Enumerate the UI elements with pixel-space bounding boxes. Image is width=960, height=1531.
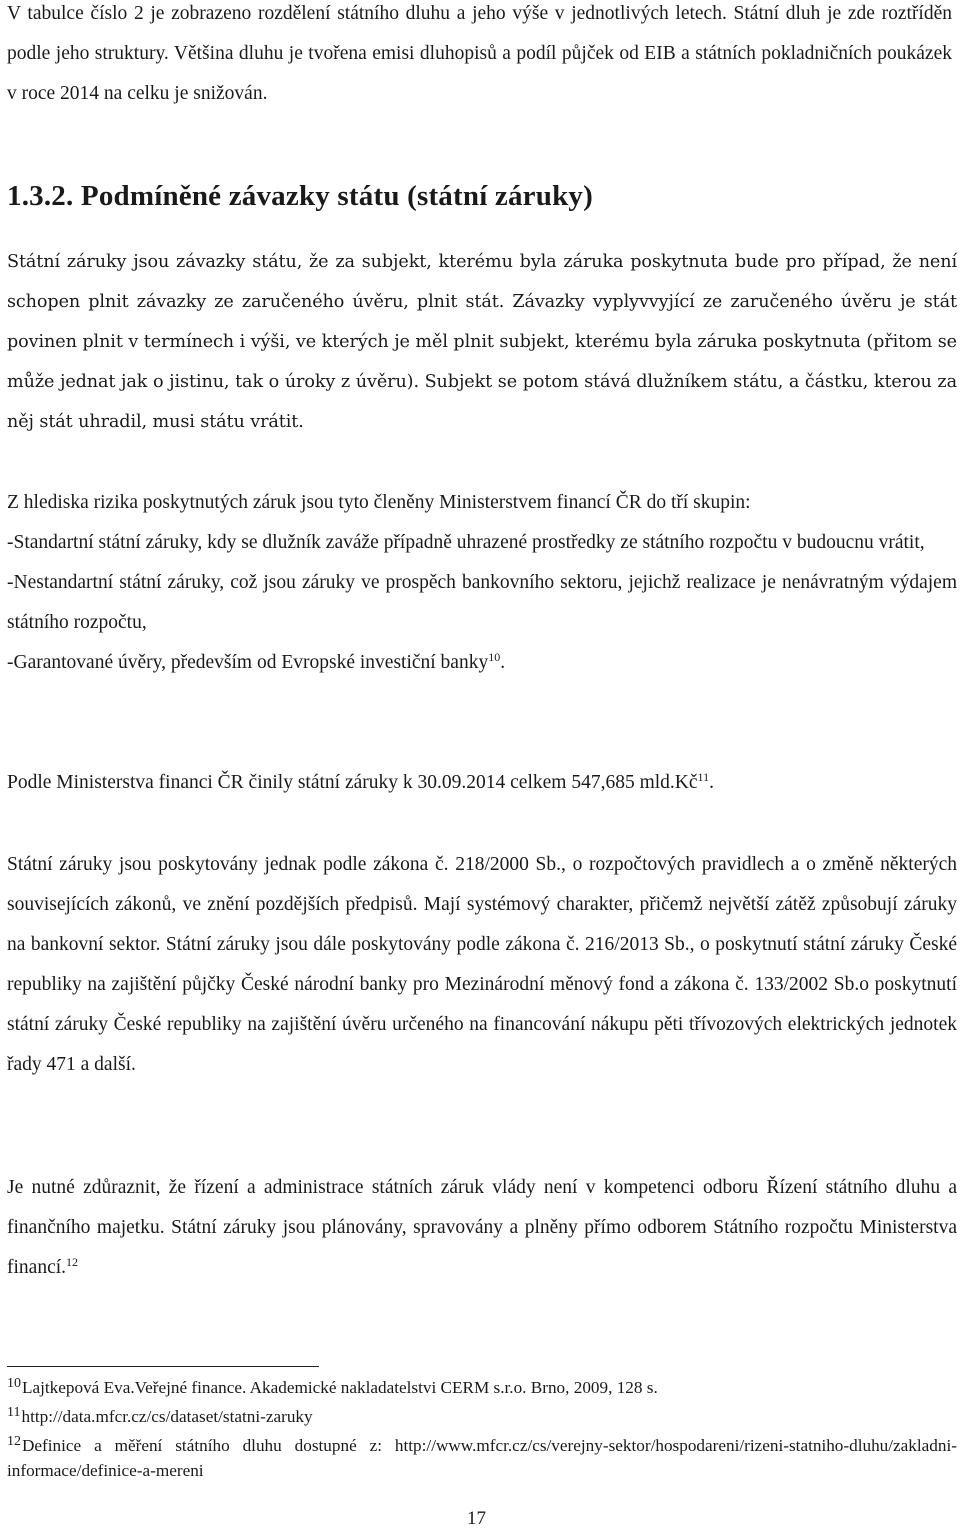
footnote-text: Definice a měření státního dluhu dostupné z: http://www.mfcr.cz/cs/verejny-sektor/hospodareni/rizeni-statniho-dluhu/zakladni-informace/definice-a-mereni: [7, 1436, 957, 1480]
risk-item-guaranteed-text: -Garantované úvěry, především od Evropské investiční banky: [7, 652, 489, 673]
footnote-12: [7, 1429, 957, 1483]
footnote-10: [7, 1371, 957, 1400]
footnote-ref-12[interactable]: 12: [66, 1255, 79, 1269]
law-paragraph: Státní záruky jsou poskytovány jednak podle zákona č. 218/2000 Sb., o rozpočtových pravidlech a o změně některých souvisejících zákonů, ve znění pozdějších předpisů. Mají systémový charakter, přičemž největší zátěž způsobují záruky na bankovní sektor. Státní záruky jsou dále poskytovány podle zákona č. 216/2013 Sb., o poskytnutí státní záruky České republiky na zajištění půjčky České národní banky pro Mezinárodní měnový fond a zákona č. 133/2002 Sb.o poskytnutí státní záruky České republiky na zajištění úvěru určeného na financování nákupu pěti třívozových elektrických jednotek řady 471 a další.: [7, 854, 957, 1075]
footnote-text: Lajtkepová Eva.Veřejné finance. Akademické nakladatelstvi CERM s.r.o. Brno, 2009, 128 s.: [22, 1378, 658, 1397]
intro-paragraph: V tabulce číslo 2 je zobrazeno rozdělení státního dluhu a jeho výše v jednotlivých letech. Státní dluh je zde roztříděn podle jeho struktury. Většina dluhu je tvořena emisi dluhopisů a podíl půjček od EIB a státních pokladničních poukázek v roce 2014 na celku je snižován.: [7, 3, 952, 104]
footnote-number: 10: [7, 1376, 21, 1391]
risk-groups-block: [7, 483, 957, 683]
footnote-11: [7, 1400, 957, 1429]
admin-paragraph: [7, 1168, 957, 1288]
risk-item-guaranteed-loans: [7, 643, 957, 683]
footnotes: [7, 1371, 957, 1483]
footnote-number: 11: [7, 1405, 21, 1420]
footnote-ref-10[interactable]: 10: [488, 650, 501, 664]
risk-item-standard: -Standartní státní záruky, kdy se dlužník zaváže případně uhrazené prostředky ze státního rozpočtu v budoucnu vrátit,: [7, 532, 925, 553]
total-guarantees-sentence: [7, 763, 957, 803]
risk-intro: Z hlediska rizika poskytnutých záruk jsou tyto členěny Ministerstvem financí ČR do tří skupin:: [7, 492, 751, 513]
admin-paragraph-text: Je nutné zdůraznit, že řízení a administrace státních záruk vlády není v kompetenci odboru Řízení státního dluhu a finančního majetku. Státní záruky jsou plánovány, spravovány a plněny přímo odborem Státního rozpočtu Ministerstva financí.: [7, 1177, 957, 1278]
footnote-divider: [7, 1366, 319, 1367]
footnote-number: 12: [7, 1434, 21, 1449]
total-guarantees-text: Podle Ministerstva financi ČR činily státní záruky k 30.09.2014 celkem 547,685 mld.Kč: [7, 772, 698, 793]
guarantees-paragraph: Státní záruky jsou závazky státu, že za subjekt, kterému byla záruka poskytnuta bude pro případ, že není schopen plnit závazky ze zaručeného úvěru, plnit stát. Závazky vyplyvvyjící ze zaručeného úvěru je stát povinen plnit v termínech i výši, ve kterých je měl plnit subjekt, kterému byla záruka poskytnuta (přitom se může jednat jak o jistinu, tak o úroky z úvěru). Subjekt se potom stává dlužníkem státu, a částku, kterou za něj stát uhradil, musi státu vrátit.: [7, 252, 957, 432]
page-number: 17: [467, 1508, 486, 1529]
risk-item-suffix: .: [500, 652, 506, 673]
total-guarantees-suffix: .: [709, 772, 714, 793]
section-heading: 1.3.2. Podmíněné závazky státu (státní záruky): [7, 180, 593, 212]
footnote-ref-11[interactable]: 11: [697, 770, 710, 784]
footnote-link[interactable]: http://data.mfcr.cz/cs/dataset/statni-zaruky: [21, 1407, 313, 1426]
risk-item-nonstandard: -Nestandartní státní záruky, což jsou záruky ve prospěch bankovního sektoru, jejichž realizace je nenávratným výdajem státního rozpočtu,: [7, 572, 957, 633]
